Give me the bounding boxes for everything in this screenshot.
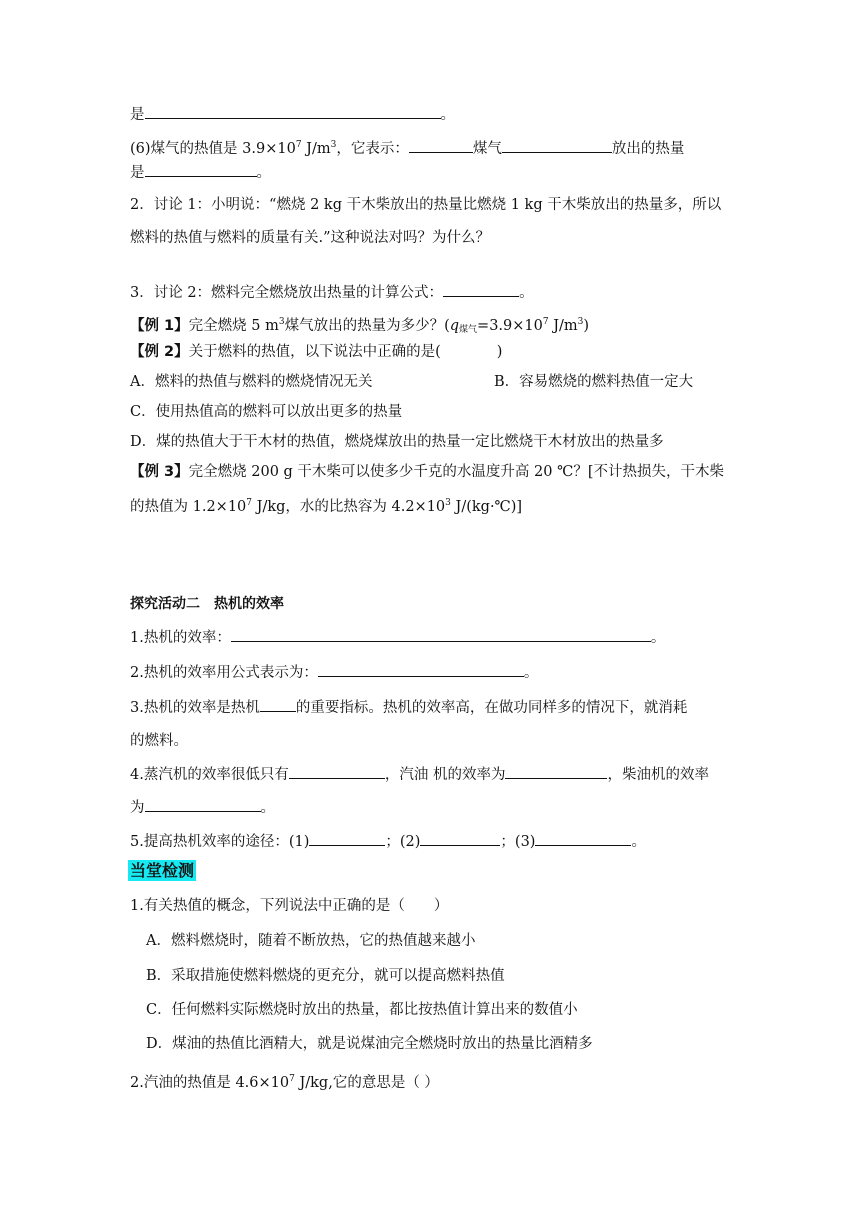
text: 的热值为 1.2×10	[130, 499, 247, 515]
discussion-1-line-1: 2．讨论 1：小明说：“燃烧 2 kg 干木柴放出的热量比燃烧 1 kg 干木柴放出的热量多，所以	[130, 197, 722, 213]
answer-blank	[443, 282, 519, 297]
text: J/kg,它的意思是（ ）	[294, 1075, 439, 1091]
discussion-2	[130, 282, 534, 303]
superscript: 7	[295, 140, 302, 150]
text: 3．讨论 2：燃料完全燃烧放出热量的计算公式：	[130, 285, 444, 301]
text: 1.热机的效率：	[130, 630, 231, 646]
text: 。	[631, 834, 646, 850]
text: 是	[130, 107, 145, 123]
example-2-option-b: B．容易燃烧的燃料热值一定大	[494, 374, 694, 390]
discussion-1-line-2: 燃料的热值与燃料的质量有关.”这种说法对吗？为什么？	[130, 230, 491, 246]
part2-question-2	[130, 662, 538, 683]
text: 的重要指标。热机的效率高，在做功同样多的情况下，就消耗	[295, 700, 688, 716]
answer-blank	[309, 831, 385, 846]
text: 煤气	[472, 141, 502, 157]
question-6	[130, 135, 684, 159]
text: J/m	[301, 141, 331, 157]
answer-blank	[145, 104, 441, 119]
text: 2.热机的效率用公式表示为：	[130, 665, 318, 681]
text: 。	[440, 107, 455, 123]
part2-question-4	[130, 764, 709, 785]
answer-blank	[260, 697, 296, 712]
text: 是	[130, 165, 145, 181]
part2-question-1	[130, 627, 665, 648]
text: )	[496, 344, 503, 360]
text: J/(kg·℃)]	[450, 499, 523, 515]
subscript: 煤气	[459, 325, 478, 335]
example-3	[130, 462, 724, 482]
text: 为	[130, 800, 145, 816]
check-question-1-option-d: D．煤油的热值比酒精大，就是说煤油完全燃烧时放出的热量比酒精多	[146, 1036, 593, 1052]
part2-question-3	[130, 697, 687, 718]
answer-blank	[505, 764, 607, 779]
part2-question-5	[130, 831, 646, 852]
text: 。	[523, 665, 539, 681]
example-1	[130, 312, 589, 340]
text: ，它表示：	[336, 141, 409, 157]
example-2-option-c: C．使用热值高的燃料可以放出更多的热量	[130, 404, 403, 420]
part2-question-4-line-2	[130, 797, 275, 818]
text: 完全燃烧 200 g 干木柴可以使多少千克的水温度升高 20 ℃？[不计热损失，干木柴	[188, 464, 724, 480]
text: 5.提高热机效率的途径：(1)	[130, 834, 310, 850]
question-6-line-2	[130, 162, 271, 183]
highlighted-heading: 当堂检测	[130, 861, 195, 880]
example-2-option-d: D．煤的热值大于干木材的热值，燃烧煤放出的热量一定比燃烧干木材放出的热量多	[130, 434, 664, 450]
text: 3.热机的效率是热机	[130, 700, 260, 716]
superscript: 3	[330, 140, 337, 150]
check-question-1-option-c: C．任何燃料实际燃烧时放出的热量，都比按热值计算出来的数值小	[146, 1002, 578, 1018]
example-2	[130, 342, 502, 362]
line-shi-blank	[130, 104, 455, 125]
text: 完全燃烧 5 m	[188, 318, 279, 334]
text: 。	[650, 630, 666, 646]
example-tag: 【例 1】	[130, 318, 189, 334]
example-3-line-2	[130, 493, 522, 517]
example-tag: 【例 2】	[130, 344, 189, 360]
text: ，柴油机的效率	[607, 767, 709, 783]
text: (6)煤气的热值是 3.9×10	[130, 141, 296, 157]
example-tag: 【例 3】	[130, 464, 189, 480]
text: 。	[260, 800, 275, 816]
text: 4.蒸汽机的效率很低只有	[130, 767, 289, 783]
text: 。	[256, 165, 271, 181]
check-question-1: 1.有关热值的概念，下列说法中正确的是（ ）	[130, 898, 449, 914]
superscript: 7	[542, 317, 549, 327]
text: =3.9×10	[477, 318, 543, 334]
answer-blank	[420, 831, 500, 846]
class-check-heading	[128, 861, 196, 882]
superscript: 7	[246, 498, 253, 508]
answer-blank	[289, 764, 385, 779]
answer-blank	[409, 138, 473, 153]
answer-blank	[231, 627, 651, 642]
answer-blank	[318, 662, 524, 677]
text: J/kg，水的比热容为 4.2×10	[252, 499, 446, 515]
text: 关于燃料的热值，以下说法中正确的是(	[188, 344, 441, 360]
text: ；(2)	[385, 834, 421, 850]
answer-blank	[502, 138, 612, 153]
check-question-2	[130, 1069, 439, 1093]
superscript: 3	[278, 317, 285, 327]
section-heading-heat-engine-efficiency: 探究活动二 热机的效率	[130, 596, 284, 612]
text: ，汽油 机的效率为	[384, 767, 506, 783]
text: 煤气放出的热量为多少？(	[284, 318, 450, 334]
superscript: 7	[289, 1074, 295, 1084]
superscript: 3	[577, 317, 584, 327]
text: 放出的热量	[611, 141, 685, 157]
check-question-1-option-a: A．燃料燃烧时，随着不断放热，它的热值越来越小	[146, 933, 476, 949]
text: 2.汽油的热值是 4.6×10	[130, 1075, 290, 1091]
superscript: 3	[445, 498, 451, 508]
check-question-1-option-b: B．采取措施使燃料燃烧的更充分，就可以提高燃料热值	[146, 968, 505, 984]
text: J/m	[548, 318, 578, 334]
example-2-option-a: A．燃料的热值与燃料的燃烧情况无关	[130, 374, 373, 390]
answer-blank	[145, 162, 257, 177]
symbol-q: q	[449, 318, 460, 334]
text: 。	[519, 285, 534, 301]
answer-blank	[535, 831, 631, 846]
text: ；(3)	[500, 834, 536, 850]
text: )	[583, 318, 590, 334]
answer-blank	[145, 797, 261, 812]
part2-question-3-line-2: 的燃料。	[130, 733, 188, 749]
